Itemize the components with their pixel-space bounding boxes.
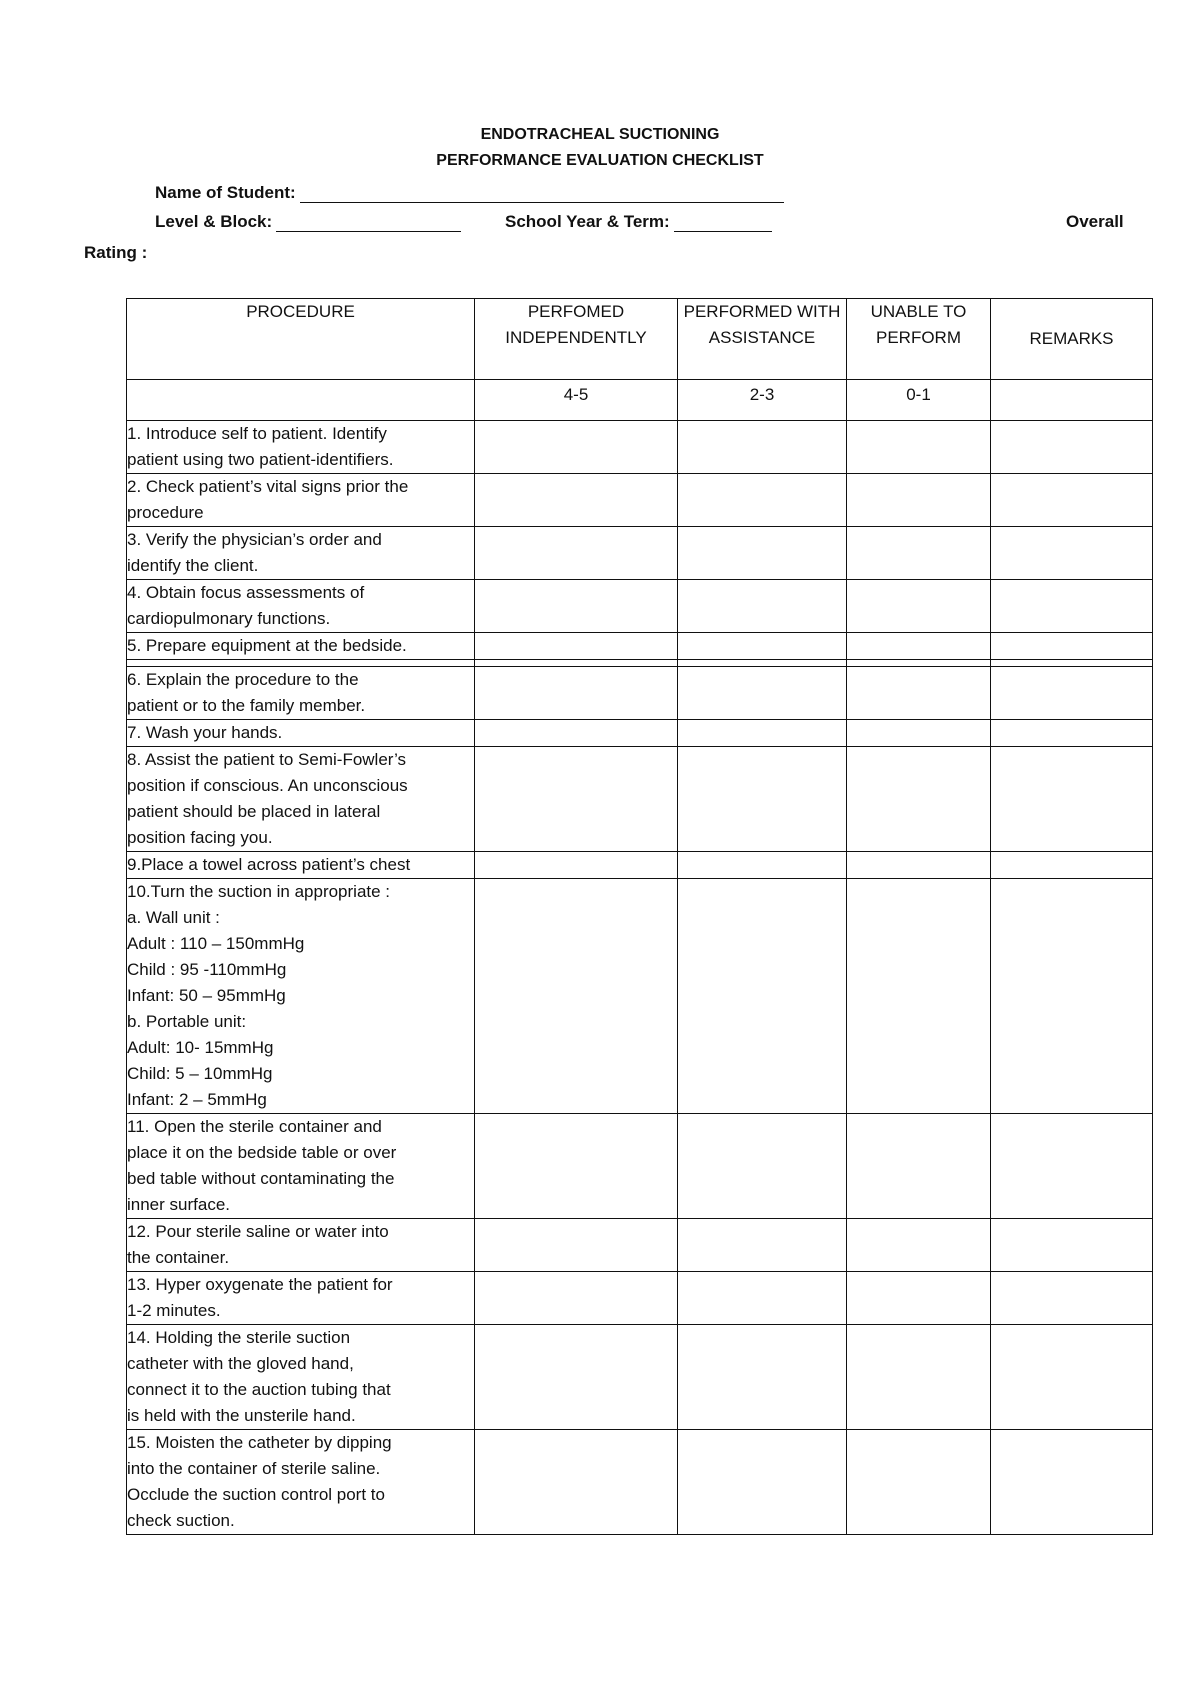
rating-label: Rating : — [84, 243, 148, 262]
procedure-step-line: patient or to the family member. — [127, 696, 366, 715]
independent-cell[interactable] — [475, 633, 678, 660]
unable-header: UNABLE TO PERFORM — [847, 299, 991, 380]
table-row — [127, 1325, 1153, 1430]
procedure-step-line: 4. Obtain focus assessments of — [127, 583, 365, 602]
remarks-cell[interactable] — [991, 1219, 1153, 1272]
unable-cell[interactable] — [847, 474, 991, 527]
evaluation-table — [126, 298, 1153, 1535]
remarks-cell[interactable] — [991, 1430, 1153, 1535]
score-unable: 0-1 — [847, 380, 991, 421]
assistance-cell[interactable] — [678, 1430, 847, 1535]
score-row — [127, 380, 1153, 421]
overall-label: Overall — [1066, 212, 1124, 231]
unable-cell[interactable] — [847, 1272, 991, 1325]
procedure-step-line: Infant: 50 – 95mmHg — [127, 986, 286, 1005]
independent-cell[interactable] — [475, 1325, 678, 1430]
procedure-step-line: Child: 5 – 10mmHg — [127, 1064, 273, 1083]
score-blank — [127, 380, 475, 421]
unable-cell[interactable] — [847, 1114, 991, 1219]
assistance-cell[interactable] — [678, 1114, 847, 1219]
procedure-step-line: 3. Verify the physician’s order and — [127, 530, 382, 549]
procedure-step-line: connect it to the auction tubing that — [127, 1380, 391, 1399]
assistance-cell[interactable] — [678, 580, 847, 633]
procedure-step-line: Occlude the suction control port to — [127, 1485, 385, 1504]
procedure-step-line: into the container of sterile saline. — [127, 1459, 381, 1478]
unable-cell[interactable] — [847, 633, 991, 660]
level-block-blank[interactable] — [276, 215, 461, 232]
independent-cell[interactable] — [475, 1272, 678, 1325]
independent-cell[interactable] — [475, 747, 678, 852]
unable-cell[interactable] — [847, 1325, 991, 1430]
remarks-cell[interactable] — [991, 879, 1153, 1114]
remarks-cell[interactable] — [991, 421, 1153, 474]
form-title: ENDOTRACHEAL SUCTIONING — [480, 126, 720, 143]
independent-cell[interactable] — [475, 1114, 678, 1219]
independent-cell[interactable] — [475, 667, 678, 720]
assistance-cell[interactable] — [678, 1325, 847, 1430]
table-row — [127, 580, 1153, 633]
student-name-field — [155, 183, 784, 203]
unable-cell[interactable] — [847, 747, 991, 852]
procedure-step-cell — [127, 474, 475, 527]
procedure-step-cell — [127, 879, 475, 1114]
independent-cell[interactable] — [475, 879, 678, 1114]
procedure-step-line: Infant: 2 – 5mmHg — [127, 1090, 267, 1109]
procedure-step-line: inner surface. — [127, 1195, 230, 1214]
table-row — [127, 527, 1153, 580]
procedure-step-line: patient using two patient-identifiers. — [127, 450, 394, 469]
independent-cell[interactable] — [475, 1430, 678, 1535]
independent-cell[interactable] — [475, 527, 678, 580]
score-independent: 4-5 — [475, 380, 678, 421]
remarks-cell[interactable] — [991, 720, 1153, 747]
procedure-step-line: Adult: 10- 15mmHg — [127, 1038, 274, 1057]
table-row — [127, 633, 1153, 660]
procedure-step-line: 5. Prepare equipment at the bedside. — [127, 636, 407, 655]
procedure-step-line: 12. Pour sterile saline or water into — [127, 1222, 389, 1241]
procedure-step-line: 1. Introduce self to patient. Identify — [127, 424, 387, 443]
assistance-cell[interactable] — [678, 879, 847, 1114]
procedure-step-line: b. Portable unit: — [127, 1012, 247, 1031]
procedure-step-line: procedure — [127, 503, 204, 522]
remarks-cell[interactable] — [991, 852, 1153, 879]
unable-cell[interactable] — [847, 667, 991, 720]
remarks-cell[interactable] — [991, 667, 1153, 720]
unable-cell[interactable] — [847, 1219, 991, 1272]
unable-cell[interactable] — [847, 720, 991, 747]
school-year-field — [505, 212, 772, 232]
table-row — [127, 474, 1153, 527]
procedure-step-cell — [127, 421, 475, 474]
procedure-step-line: is held with the unsterile hand. — [127, 1406, 356, 1425]
table-row — [127, 852, 1153, 879]
procedure-step-line: 8. Assist the patient to Semi-Fowler’s — [127, 750, 407, 769]
remarks-cell[interactable] — [991, 1114, 1153, 1219]
unable-cell[interactable] — [847, 852, 991, 879]
assistance-cell[interactable] — [678, 421, 847, 474]
procedure-step-line: 2. Check patient’s vital signs prior the — [127, 477, 409, 496]
unable-cell[interactable] — [847, 580, 991, 633]
procedure-step-cell — [127, 1219, 475, 1272]
student-name-label: Name of Student: — [155, 183, 296, 202]
score-assistance: 2-3 — [678, 380, 847, 421]
form-subtitle: PERFORMANCE EVALUATION CHECKLIST — [436, 152, 764, 169]
remarks-cell[interactable] — [991, 633, 1153, 660]
remarks-header: REMARKS — [991, 299, 1153, 380]
assistance-cell[interactable] — [678, 1219, 847, 1272]
remarks-cell[interactable] — [991, 1272, 1153, 1325]
unable-cell[interactable] — [847, 527, 991, 580]
procedure-step-line: position facing you. — [127, 828, 273, 847]
procedure-step-cell — [127, 1272, 475, 1325]
independent-cell[interactable] — [475, 720, 678, 747]
table-row — [127, 747, 1153, 852]
assistance-cell[interactable] — [678, 474, 847, 527]
procedure-step-line: the container. — [127, 1248, 230, 1267]
assistance-cell[interactable] — [678, 667, 847, 720]
gap-cell — [127, 660, 475, 667]
procedure-step-line: 7. Wash your hands. — [127, 723, 283, 742]
independent-cell[interactable] — [475, 852, 678, 879]
steps-body — [127, 421, 1153, 1535]
table-header-row — [127, 299, 1153, 380]
procedure-step-line: place it on the bedside table or over — [127, 1143, 397, 1162]
procedure-step-line: 11. Open the sterile container and — [127, 1117, 382, 1136]
procedure-step-cell — [127, 1325, 475, 1430]
assistance-cell[interactable] — [678, 720, 847, 747]
gap-cell — [678, 660, 847, 667]
procedure-step-line: 6. Explain the procedure to the — [127, 670, 359, 689]
table-row — [127, 1114, 1153, 1219]
assistance-cell[interactable] — [678, 852, 847, 879]
remarks-cell[interactable] — [991, 580, 1153, 633]
procedure-step-line: 10.Turn the suction in appropriate : — [127, 882, 391, 901]
procedure-header: PROCEDURE — [127, 299, 475, 380]
table-row — [127, 1430, 1153, 1535]
table-row — [127, 879, 1153, 1114]
independent-cell[interactable] — [475, 474, 678, 527]
procedure-step-line: check suction. — [127, 1511, 235, 1530]
level-block-field — [155, 212, 461, 232]
procedure-step-cell — [127, 747, 475, 852]
independent-cell[interactable] — [475, 580, 678, 633]
table-page-gap — [127, 660, 1153, 667]
procedure-step-line: patient should be placed in lateral — [127, 802, 381, 821]
school-year-label: School Year & Term: — [505, 212, 670, 231]
assistance-cell[interactable] — [678, 527, 847, 580]
procedure-step-line: Adult : 110 – 150mmHg — [127, 934, 305, 953]
procedure-step-line: Child : 95 -110mmHg — [127, 960, 287, 979]
remarks-cell[interactable] — [991, 1325, 1153, 1430]
remarks-cell[interactable] — [991, 747, 1153, 852]
procedure-step-line: 9.Place a towel across patient’s chest — [127, 855, 411, 874]
independent-header: PERFOMED INDEPENDENTLY — [475, 299, 678, 380]
score-remarks-blank — [991, 380, 1153, 421]
procedure-step-line: 14. Holding the sterile suction — [127, 1328, 351, 1347]
unable-cell[interactable] — [847, 421, 991, 474]
school-year-blank[interactable] — [674, 215, 772, 232]
procedure-step-cell — [127, 633, 475, 660]
procedure-step-line: identify the client. — [127, 556, 259, 575]
assistance-header: PERFORMED WITH ASSISTANCE — [678, 299, 847, 380]
procedure-step-line: 15. Moisten the catheter by dipping — [127, 1433, 392, 1452]
table-row — [127, 667, 1153, 720]
procedure-step-line: bed table without contaminating the — [127, 1169, 395, 1188]
assistance-cell[interactable] — [678, 1272, 847, 1325]
procedure-step-cell — [127, 527, 475, 580]
student-name-blank[interactable] — [300, 186, 784, 203]
procedure-step-cell — [127, 1430, 475, 1535]
procedure-step-cell — [127, 852, 475, 879]
independent-cell[interactable] — [475, 421, 678, 474]
procedure-step-line: catheter with the gloved hand, — [127, 1354, 354, 1373]
table-row — [127, 1272, 1153, 1325]
unable-cell[interactable] — [847, 1430, 991, 1535]
gap-cell — [991, 660, 1153, 667]
table-row — [127, 1219, 1153, 1272]
remarks-cell[interactable] — [991, 474, 1153, 527]
independent-cell[interactable] — [475, 1219, 678, 1272]
gap-cell — [847, 660, 991, 667]
procedure-step-cell — [127, 720, 475, 747]
level-block-label: Level & Block: — [155, 212, 273, 231]
procedure-step-line: a. Wall unit : — [127, 908, 220, 927]
procedure-step-cell — [127, 1114, 475, 1219]
table-row — [127, 720, 1153, 747]
gap-cell — [475, 660, 678, 667]
procedure-step-line: cardiopulmonary functions. — [127, 609, 331, 628]
procedure-step-line: 1-2 minutes. — [127, 1301, 221, 1320]
assistance-cell[interactable] — [678, 633, 847, 660]
assistance-cell[interactable] — [678, 747, 847, 852]
table-row — [127, 421, 1153, 474]
remarks-cell[interactable] — [991, 527, 1153, 580]
procedure-step-cell — [127, 580, 475, 633]
procedure-step-cell — [127, 667, 475, 720]
unable-cell[interactable] — [847, 879, 991, 1114]
procedure-step-line: position if conscious. An unconscious — [127, 776, 408, 795]
procedure-step-line: 13. Hyper oxygenate the patient for — [127, 1275, 393, 1294]
